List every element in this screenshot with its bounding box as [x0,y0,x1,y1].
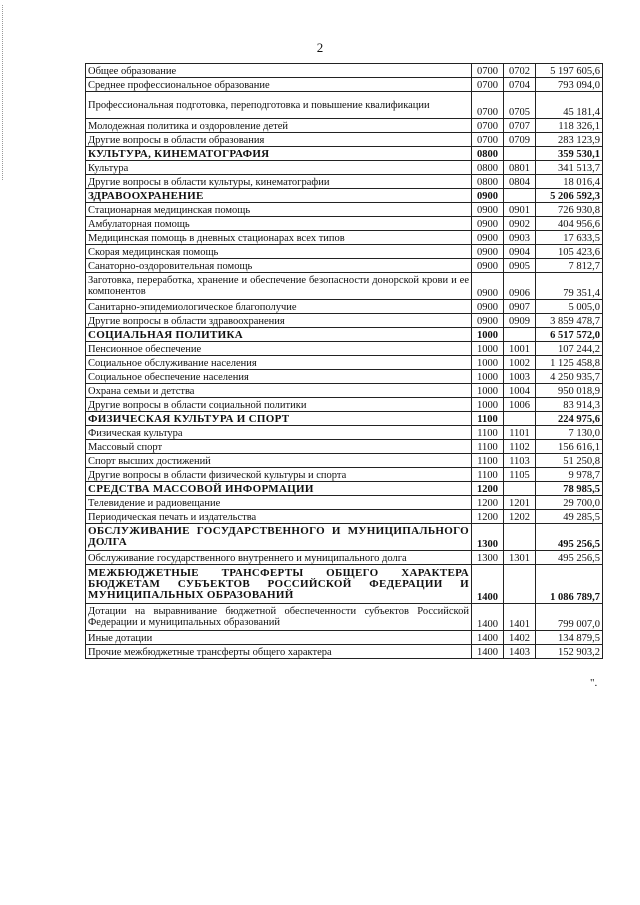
row-name-cell: Охрана семьи и детства [86,384,472,398]
section-row [86,412,603,426]
section-code-cell: 0700 [472,64,504,78]
subsection-code-cell: 0704 [504,78,536,92]
table-row [86,604,603,631]
section-code-cell: 1000 [472,342,504,356]
table-row [86,370,603,384]
amount-cell: 83 914,3 [536,398,603,412]
subsection-code-cell: 1202 [504,510,536,524]
row-name-cell: Молодежная политика и оздоровление детей [86,119,472,133]
section-code-cell: 1100 [472,454,504,468]
subsection-code-cell [504,412,536,426]
amount-cell: 9 978,7 [536,468,603,482]
table-row [86,161,603,175]
subsection-code-cell [504,189,536,203]
budget-allocation-table [85,63,603,659]
section-code-cell: 1300 [472,551,504,565]
section-code-cell: 0700 [472,119,504,133]
table-row [86,496,603,510]
section-code-cell: 0900 [472,189,504,203]
row-name-cell: Спорт высших достижений [86,454,472,468]
amount-cell: 224 975,6 [536,412,603,426]
row-name-cell: Обслуживание государственного внутреннего и муниципального долга [86,551,472,565]
subsection-code-cell: 0909 [504,314,536,328]
section-code-cell: 1200 [472,482,504,496]
amount-cell: 17 633,5 [536,231,603,245]
section-code-cell: 1400 [472,604,504,631]
table-row [86,551,603,565]
section-code-cell: 1100 [472,440,504,454]
section-code-cell: 1200 [472,510,504,524]
amount-cell: 3 859 478,7 [536,314,603,328]
row-name-cell: Заготовка, переработка, хранение и обеспечение безопасности донорской крови и ее компонентов [86,273,472,300]
budget-table-body [86,64,603,659]
table-row [86,440,603,454]
subsection-code-cell: 0902 [504,217,536,231]
subsection-code-cell: 0905 [504,259,536,273]
subsection-code-cell: 0906 [504,273,536,300]
table-row [86,342,603,356]
section-code-cell: 1300 [472,524,504,551]
subsection-code-cell: 0705 [504,92,536,119]
subsection-code-cell: 1102 [504,440,536,454]
subsection-code-cell: 1002 [504,356,536,370]
section-code-cell: 0900 [472,217,504,231]
section-code-cell: 0900 [472,245,504,259]
section-code-cell: 1100 [472,426,504,440]
amount-cell: 152 903,2 [536,645,603,659]
table-row [86,645,603,659]
amount-cell: 726 930,8 [536,203,603,217]
section-code-cell: 1000 [472,398,504,412]
amount-cell: 799 007,0 [536,604,603,631]
amount-cell: 7 130,0 [536,426,603,440]
table-row [86,78,603,92]
section-code-cell: 1000 [472,356,504,370]
section-code-cell: 0900 [472,203,504,217]
amount-cell: 4 250 935,7 [536,370,603,384]
closing-quote-mark: ". [590,677,598,689]
amount-cell: 495 256,5 [536,524,603,551]
row-name-cell: Санитарно-эпидемиологическое благополучие [86,300,472,314]
amount-cell: 359 530,1 [536,147,603,161]
subsection-code-cell: 0903 [504,231,536,245]
subsection-code-cell: 0904 [504,245,536,259]
amount-cell: 1 086 789,7 [536,565,603,604]
row-name-cell: Телевидение и радиовещание [86,496,472,510]
table-row [86,510,603,524]
amount-cell: 793 094,0 [536,78,603,92]
amount-cell: 51 250,8 [536,454,603,468]
section-code-cell: 1400 [472,631,504,645]
row-name-cell: ЗДРАВООХРАНЕНИЕ [86,189,472,203]
section-row [86,482,603,496]
row-name-cell: Массовый спорт [86,440,472,454]
subsection-code-cell [504,328,536,342]
subsection-code-cell: 0702 [504,64,536,78]
row-name-cell: Пенсионное обеспечение [86,342,472,356]
amount-cell: 341 513,7 [536,161,603,175]
row-name-cell: Прочие межбюджетные трансферты общего характера [86,645,472,659]
subsection-code-cell: 1105 [504,468,536,482]
table-row [86,631,603,645]
table-row [86,300,603,314]
amount-cell: 5 206 592,3 [536,189,603,203]
row-name-cell: Культура [86,161,472,175]
row-name-cell: Периодическая печать и издательства [86,510,472,524]
amount-cell: 29 700,0 [536,496,603,510]
table-row [86,231,603,245]
table-row [86,426,603,440]
section-code-cell: 0700 [472,78,504,92]
section-code-cell: 0800 [472,175,504,189]
row-name-cell: Амбулаторная помощь [86,217,472,231]
amount-cell: 107 244,2 [536,342,603,356]
subsection-code-cell [504,565,536,604]
subsection-code-cell: 0804 [504,175,536,189]
table-row [86,468,603,482]
row-name-cell: Другие вопросы в области здравоохранения [86,314,472,328]
subsection-code-cell: 1201 [504,496,536,510]
subsection-code-cell [504,482,536,496]
subsection-code-cell: 0707 [504,119,536,133]
row-name-cell: МЕЖБЮДЖЕТНЫЕ ТРАНСФЕРТЫ ОБЩЕГО ХАРАКТЕРА БЮДЖЕТАМ СУБЪЕКТОВ РОССИЙСКОЙ ФЕДЕРАЦИИ И МУНИЦИПАЛЬНЫХ ОБРАЗОВАНИЙ [86,565,472,604]
table-row [86,92,603,119]
section-row [86,147,603,161]
table-row [86,356,603,370]
row-name-cell: КУЛЬТУРА, КИНЕМАТОГРАФИЯ [86,147,472,161]
table-row [86,314,603,328]
table-row [86,245,603,259]
subsection-code-cell [504,524,536,551]
section-code-cell: 1200 [472,496,504,510]
amount-cell: 404 956,6 [536,217,603,231]
section-code-cell: 0800 [472,147,504,161]
section-code-cell: 0900 [472,273,504,300]
row-name-cell: Стационарная медицинская помощь [86,203,472,217]
subsection-code-cell: 1301 [504,551,536,565]
row-name-cell: Другие вопросы в области физической культуры и спорта [86,468,472,482]
subsection-code-cell: 0907 [504,300,536,314]
section-code-cell: 1100 [472,468,504,482]
row-name-cell: ФИЗИЧЕСКАЯ КУЛЬТУРА И СПОРТ [86,412,472,426]
section-code-cell: 0900 [472,300,504,314]
amount-cell: 950 018,9 [536,384,603,398]
amount-cell: 6 517 572,0 [536,328,603,342]
section-code-cell: 0800 [472,161,504,175]
section-code-cell: 1000 [472,370,504,384]
subsection-code-cell: 1004 [504,384,536,398]
amount-cell: 118 326,1 [536,119,603,133]
amount-cell: 156 616,1 [536,440,603,454]
subsection-code-cell: 1003 [504,370,536,384]
row-name-cell: Иные дотации [86,631,472,645]
subsection-code-cell: 1103 [504,454,536,468]
row-name-cell: Общее образование [86,64,472,78]
subsection-code-cell: 0709 [504,133,536,147]
section-code-cell: 1000 [472,384,504,398]
page-number: 2 [316,40,324,55]
subsection-code-cell: 1401 [504,604,536,631]
amount-cell: 1 125 458,8 [536,356,603,370]
amount-cell: 49 285,5 [536,510,603,524]
subsection-code-cell: 1402 [504,631,536,645]
table-row [86,259,603,273]
table-row [86,64,603,78]
amount-cell: 283 123,9 [536,133,603,147]
table-row [86,175,603,189]
table-row [86,273,603,300]
section-code-cell: 0900 [472,314,504,328]
row-name-cell: Профессиональная подготовка, переподготовка и повышение квалификации [86,92,472,119]
section-code-cell: 1400 [472,645,504,659]
section-row [86,189,603,203]
table-row [86,398,603,412]
row-name-cell: Другие вопросы в области культуры, кинематографии [86,175,472,189]
amount-cell: 105 423,6 [536,245,603,259]
subsection-code-cell: 1403 [504,645,536,659]
row-name-cell: Дотации на выравнивание бюджетной обеспеченности субъектов Российской Федерации и муниципальных образований [86,604,472,631]
amount-cell: 78 985,5 [536,482,603,496]
section-code-cell: 0900 [472,259,504,273]
row-name-cell: Социальное обеспечение населения [86,370,472,384]
subsection-code-cell: 0801 [504,161,536,175]
section-code-cell: 1400 [472,565,504,604]
binding-edge-mark [2,5,6,180]
row-name-cell: Другие вопросы в области социальной политики [86,398,472,412]
amount-cell: 5 197 605,6 [536,64,603,78]
amount-cell: 134 879,5 [536,631,603,645]
section-row [86,524,603,551]
amount-cell: 45 181,4 [536,92,603,119]
row-name-cell: Социальное обслуживание населения [86,356,472,370]
row-name-cell: СРЕДСТВА МАССОВОЙ ИНФОРМАЦИИ [86,482,472,496]
row-name-cell: Физическая культура [86,426,472,440]
section-code-cell: 1000 [472,328,504,342]
amount-cell: 18 016,4 [536,175,603,189]
row-name-cell: ОБСЛУЖИВАНИЕ ГОСУДАРСТВЕННОГО И МУНИЦИПАЛЬНОГО ДОЛГА [86,524,472,551]
section-row [86,565,603,604]
subsection-code-cell [504,147,536,161]
row-name-cell: Медицинская помощь в дневных стационарах всех типов [86,231,472,245]
row-name-cell: Санаторно-оздоровительная помощь [86,259,472,273]
table-row [86,119,603,133]
table-row [86,133,603,147]
amount-cell: 5 005,0 [536,300,603,314]
subsection-code-cell: 1006 [504,398,536,412]
row-name-cell: СОЦИАЛЬНАЯ ПОЛИТИКА [86,328,472,342]
row-name-cell: Скорая медицинская помощь [86,245,472,259]
section-code-cell: 0700 [472,92,504,119]
amount-cell: 79 351,4 [536,273,603,300]
section-row [86,328,603,342]
subsection-code-cell: 1101 [504,426,536,440]
table-row [86,217,603,231]
subsection-code-cell: 1001 [504,342,536,356]
subsection-code-cell: 0901 [504,203,536,217]
amount-cell: 495 256,5 [536,551,603,565]
amount-cell: 7 812,7 [536,259,603,273]
table-row [86,384,603,398]
section-code-cell: 0700 [472,133,504,147]
row-name-cell: Другие вопросы в области образования [86,133,472,147]
table-row [86,203,603,217]
section-code-cell: 1100 [472,412,504,426]
section-code-cell: 0900 [472,231,504,245]
row-name-cell: Среднее профессиональное образование [86,78,472,92]
table-row [86,454,603,468]
